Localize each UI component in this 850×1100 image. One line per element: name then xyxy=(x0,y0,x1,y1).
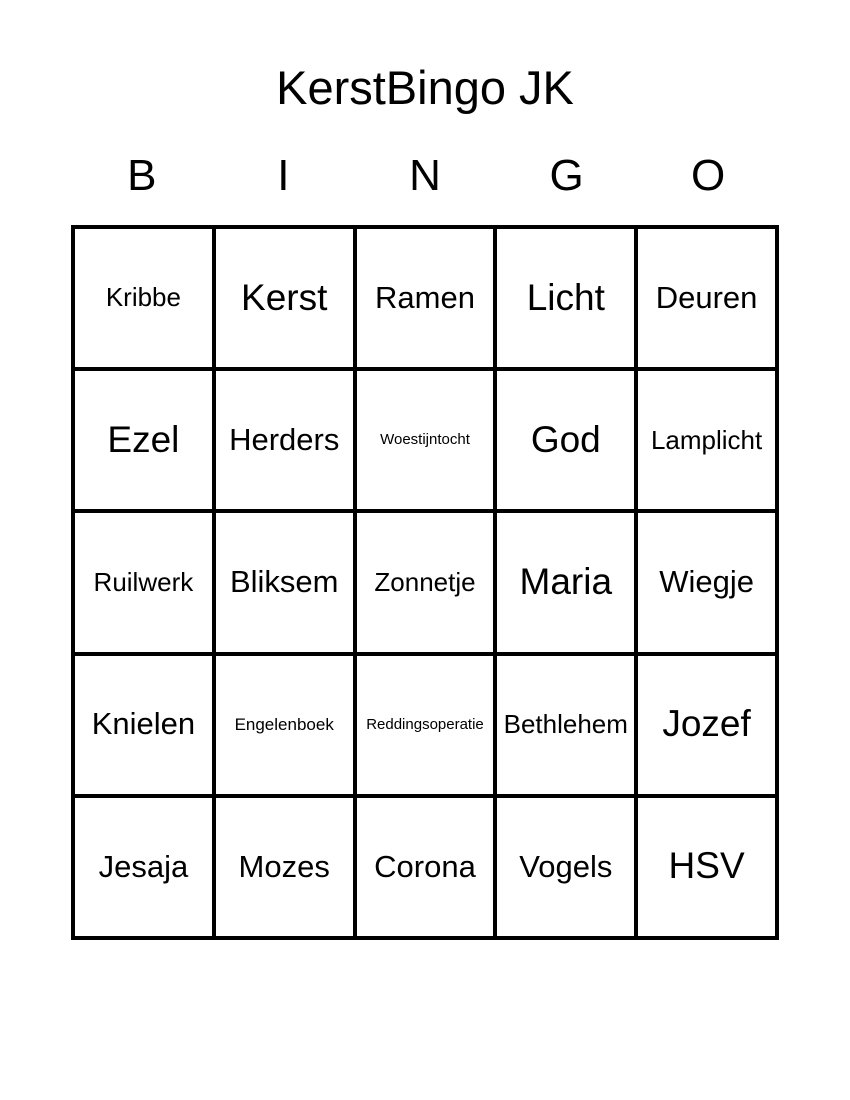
bingo-cell-label: Mozes xyxy=(238,848,330,884)
bingo-cell[interactable] xyxy=(497,229,638,371)
bingo-cell-label: Knielen xyxy=(91,706,196,742)
bingo-cell[interactable] xyxy=(216,371,357,513)
bingo-cell-label: Kribbe xyxy=(105,282,181,313)
bingo-cell-label: Reddingsoperatie xyxy=(366,715,484,733)
bingo-cell[interactable] xyxy=(357,371,498,513)
bingo-cell[interactable] xyxy=(216,513,357,655)
bingo-cell[interactable] xyxy=(497,371,638,513)
bingo-cell-label: Vogels xyxy=(519,848,613,884)
bingo-cell-label: Ezel xyxy=(107,418,180,460)
bingo-cell[interactable] xyxy=(638,798,779,940)
bingo-cell[interactable] xyxy=(497,656,638,798)
bingo-header-letter-n: N xyxy=(409,151,441,200)
bingo-grid-row xyxy=(75,371,779,513)
bingo-cell-label: God xyxy=(530,418,601,460)
bingo-cell[interactable] xyxy=(75,798,216,940)
bingo-header-letter-g: G xyxy=(549,151,584,200)
bingo-grid-row xyxy=(75,513,779,655)
bingo-cell[interactable] xyxy=(75,513,216,655)
bingo-grid-row xyxy=(75,229,779,371)
bingo-cell-label: Kerst xyxy=(241,276,328,318)
bingo-cell-label: Woestijntocht xyxy=(380,431,470,449)
bingo-cell[interactable] xyxy=(357,229,498,371)
bingo-cell-label: Jesaja xyxy=(98,848,189,884)
bingo-cell-label: Bethlehem xyxy=(503,709,628,740)
bingo-cell[interactable] xyxy=(75,229,216,371)
bingo-cell-label: HSV xyxy=(668,845,745,887)
bingo-cell[interactable] xyxy=(638,371,779,513)
bingo-cell[interactable] xyxy=(638,656,779,798)
bingo-cell-label: Zonnetje xyxy=(374,566,476,597)
bingo-cell-label: Maria xyxy=(519,561,613,603)
bingo-header-letter-b: B xyxy=(127,151,157,200)
bingo-cell[interactable] xyxy=(75,371,216,513)
bingo-cell[interactable] xyxy=(357,513,498,655)
bingo-cell[interactable] xyxy=(216,798,357,940)
bingo-grid-row xyxy=(75,656,779,798)
bingo-header-row xyxy=(71,152,779,200)
bingo-cell[interactable] xyxy=(497,513,638,655)
bingo-header-letter-i: I xyxy=(277,151,290,200)
bingo-cell-label: Wiegje xyxy=(659,564,754,600)
bingo-cell-label: Herders xyxy=(229,422,340,458)
bingo-cell[interactable] xyxy=(216,656,357,798)
bingo-cell-label: Deuren xyxy=(655,279,758,315)
bingo-cell[interactable] xyxy=(497,798,638,940)
bingo-cell[interactable] xyxy=(216,229,357,371)
bingo-cell-label: Engelenboek xyxy=(234,714,334,734)
bingo-cell[interactable] xyxy=(638,513,779,655)
bingo-cell-label: Licht xyxy=(526,276,605,318)
bingo-header-letter-o: O xyxy=(691,151,726,200)
bingo-cell[interactable] xyxy=(357,656,498,798)
bingo-grid-row xyxy=(75,798,779,940)
bingo-cell[interactable] xyxy=(638,229,779,371)
bingo-cell[interactable] xyxy=(357,798,498,940)
bingo-cell-label: Ruilwerk xyxy=(93,566,194,597)
bingo-cell-label: Ramen xyxy=(375,279,475,315)
bingo-cell-label: Corona xyxy=(374,848,476,884)
bingo-cell-label: Lamplicht xyxy=(650,424,763,455)
bingo-cell[interactable] xyxy=(75,656,216,798)
bingo-grid xyxy=(71,225,779,940)
page-title: KerstBingo JK xyxy=(276,61,574,114)
bingo-cell-label: Bliksem xyxy=(229,564,339,600)
bingo-cell-label: Jozef xyxy=(662,703,751,745)
